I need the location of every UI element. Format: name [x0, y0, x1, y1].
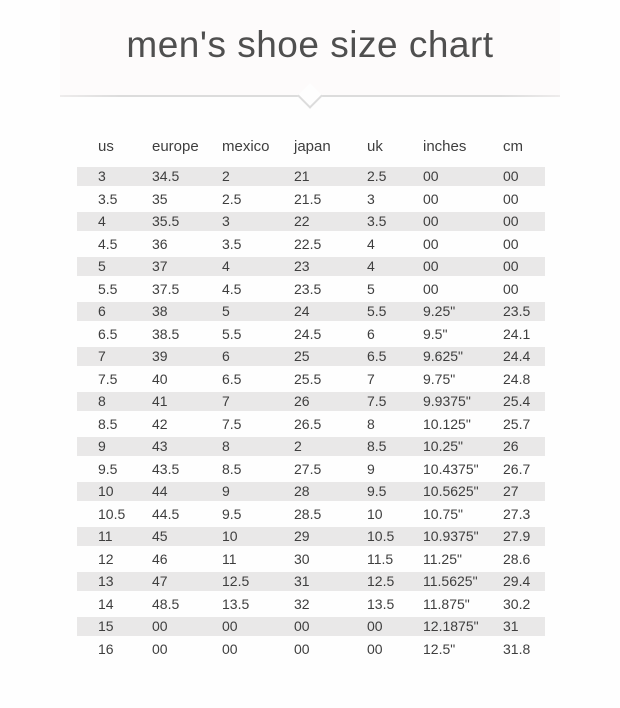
cell-cm: 00 — [503, 257, 545, 280]
cell-inches: 11.25" — [423, 550, 503, 573]
cell-cm: 26 — [503, 437, 545, 460]
column-header-mexico: mexico — [222, 137, 270, 155]
cell-mexico: 5.5 — [222, 325, 294, 348]
cell-us: 7 — [77, 347, 152, 370]
table-row — [77, 460, 545, 483]
table-row — [77, 235, 545, 258]
cell-japan: 22.5 — [294, 235, 367, 258]
cell-cm: 26.7 — [503, 460, 545, 483]
cell-uk: 5 — [367, 280, 423, 303]
cell-mexico: 7 — [222, 392, 294, 415]
cell-cm: 25.7 — [503, 415, 545, 438]
cell-japan: 21.5 — [294, 190, 367, 213]
cell-uk: 3 — [367, 190, 423, 213]
cell-japan: 22 — [294, 212, 367, 235]
page-title: men's shoe size chart — [126, 24, 494, 65]
cell-inches: 11.875" — [423, 595, 503, 618]
cell-us: 6.5 — [77, 325, 152, 348]
cell-cm: 23.5 — [503, 302, 545, 325]
cell-us: 12 — [77, 550, 152, 573]
cell-europe: 00 — [152, 617, 222, 640]
cell-inches: 10.75" — [423, 505, 503, 528]
cell-europe: 43 — [152, 437, 222, 460]
table-body — [77, 167, 545, 662]
cell-uk: 7.5 — [367, 392, 423, 415]
cell-uk: 10 — [367, 505, 423, 528]
cell-inches: 11.5625" — [423, 572, 503, 595]
column-header-us: us — [98, 137, 114, 155]
table-row — [77, 190, 545, 213]
cell-inches: 10.5625" — [423, 482, 503, 505]
cell-us: 8 — [77, 392, 152, 415]
cell-europe: 43.5 — [152, 460, 222, 483]
table-row — [77, 482, 545, 505]
cell-cm: 00 — [503, 190, 545, 213]
cell-inches: 10.25" — [423, 437, 503, 460]
cell-uk: 00 — [367, 640, 423, 663]
cell-uk: 2.5 — [367, 167, 423, 190]
cell-uk: 9 — [367, 460, 423, 483]
cell-us: 8.5 — [77, 415, 152, 438]
cell-uk: 8 — [367, 415, 423, 438]
column-header-uk: uk — [367, 137, 383, 155]
cell-us: 3.5 — [77, 190, 152, 213]
table-row — [77, 415, 545, 438]
table-row — [77, 280, 545, 303]
table-header — [77, 137, 545, 167]
cell-inches: 00 — [423, 190, 503, 213]
cell-europe: 00 — [152, 640, 222, 663]
cell-japan: 23 — [294, 257, 367, 280]
cell-mexico: 4 — [222, 257, 294, 280]
cell-mexico: 8.5 — [222, 460, 294, 483]
cell-europe: 36 — [152, 235, 222, 258]
cell-japan: 00 — [294, 640, 367, 663]
cell-japan: 32 — [294, 595, 367, 618]
column-header-cm: cm — [503, 137, 523, 155]
cell-uk: 6.5 — [367, 347, 423, 370]
cell-europe: 42 — [152, 415, 222, 438]
cell-us: 4.5 — [77, 235, 152, 258]
cell-mexico: 6.5 — [222, 370, 294, 393]
table-row — [77, 370, 545, 393]
cell-inches: 10.125" — [423, 415, 503, 438]
cell-cm: 27 — [503, 482, 545, 505]
cell-mexico: 9 — [222, 482, 294, 505]
cell-cm: 00 — [503, 280, 545, 303]
cell-us: 7.5 — [77, 370, 152, 393]
table-row — [77, 392, 545, 415]
cell-inches: 00 — [423, 212, 503, 235]
cell-us: 15 — [77, 617, 152, 640]
cell-cm: 24.1 — [503, 325, 545, 348]
cell-japan: 24.5 — [294, 325, 367, 348]
cell-japan: 27.5 — [294, 460, 367, 483]
cell-us: 5 — [77, 257, 152, 280]
cell-japan: 28.5 — [294, 505, 367, 528]
cell-japan: 26.5 — [294, 415, 367, 438]
cell-us: 13 — [77, 572, 152, 595]
table-row — [77, 347, 545, 370]
cell-uk: 4 — [367, 235, 423, 258]
cell-uk: 11.5 — [367, 550, 423, 573]
cell-uk: 00 — [367, 617, 423, 640]
cell-us: 4 — [77, 212, 152, 235]
cell-uk: 5.5 — [367, 302, 423, 325]
cell-uk: 10.5 — [367, 527, 423, 550]
cell-inches: 10.9375" — [423, 527, 503, 550]
cell-mexico: 00 — [222, 640, 294, 663]
cell-cm: 00 — [503, 167, 545, 190]
cell-cm: 31 — [503, 617, 545, 640]
cell-japan: 29 — [294, 527, 367, 550]
cell-uk: 6 — [367, 325, 423, 348]
cell-inches: 9.5" — [423, 325, 503, 348]
cell-uk: 3.5 — [367, 212, 423, 235]
cell-europe: 37.5 — [152, 280, 222, 303]
cell-uk: 9.5 — [367, 482, 423, 505]
cell-cm: 27.3 — [503, 505, 545, 528]
cell-mexico: 2 — [222, 167, 294, 190]
table-row — [77, 640, 545, 663]
cell-mexico: 7.5 — [222, 415, 294, 438]
cell-mexico: 6 — [222, 347, 294, 370]
cell-cm: 29.4 — [503, 572, 545, 595]
cell-europe: 37 — [152, 257, 222, 280]
cell-inches: 12.1875" — [423, 617, 503, 640]
cell-japan: 24 — [294, 302, 367, 325]
cell-cm: 30.2 — [503, 595, 545, 618]
cell-cm: 24.4 — [503, 347, 545, 370]
cell-europe: 48.5 — [152, 595, 222, 618]
cell-cm: 00 — [503, 212, 545, 235]
cell-japan: 28 — [294, 482, 367, 505]
cell-inches: 00 — [423, 235, 503, 258]
cell-japan: 00 — [294, 617, 367, 640]
column-header-inches: inches — [423, 137, 467, 155]
cell-us: 6 — [77, 302, 152, 325]
cell-cm: 28.6 — [503, 550, 545, 573]
cell-inches: 9.9375" — [423, 392, 503, 415]
shoe-size-table — [77, 137, 545, 662]
cell-europe: 38 — [152, 302, 222, 325]
cell-us: 5.5 — [77, 280, 152, 303]
cell-us: 10.5 — [77, 505, 152, 528]
cell-cm: 27.9 — [503, 527, 545, 550]
cell-cm: 25.4 — [503, 392, 545, 415]
cell-us: 14 — [77, 595, 152, 618]
cell-europe: 35 — [152, 190, 222, 213]
cell-mexico: 10 — [222, 527, 294, 550]
cell-europe: 38.5 — [152, 325, 222, 348]
table-row — [77, 617, 545, 640]
cell-cm: 00 — [503, 235, 545, 258]
cell-europe: 39 — [152, 347, 222, 370]
cell-us: 9 — [77, 437, 152, 460]
cell-europe: 41 — [152, 392, 222, 415]
cell-mexico: 5 — [222, 302, 294, 325]
cell-mexico: 11 — [222, 550, 294, 573]
cell-mexico: 9.5 — [222, 505, 294, 528]
cell-europe: 46 — [152, 550, 222, 573]
table-row — [77, 527, 545, 550]
column-header-japan: japan — [294, 137, 331, 155]
cell-mexico: 4.5 — [222, 280, 294, 303]
cell-inches: 9.75" — [423, 370, 503, 393]
cell-cm: 31.8 — [503, 640, 545, 663]
cell-mexico: 8 — [222, 437, 294, 460]
cell-inches: 9.625" — [423, 347, 503, 370]
cell-mexico: 12.5 — [222, 572, 294, 595]
cell-us: 9.5 — [77, 460, 152, 483]
cell-cm: 24.8 — [503, 370, 545, 393]
cell-mexico: 3 — [222, 212, 294, 235]
cell-europe: 47 — [152, 572, 222, 595]
cell-inches: 9.25" — [423, 302, 503, 325]
cell-japan: 25 — [294, 347, 367, 370]
table-row — [77, 167, 545, 190]
cell-mexico: 3.5 — [222, 235, 294, 258]
table-row — [77, 257, 545, 280]
cell-japan: 31 — [294, 572, 367, 595]
cell-mexico: 2.5 — [222, 190, 294, 213]
header-row — [77, 137, 545, 167]
cell-europe: 34.5 — [152, 167, 222, 190]
cell-mexico: 00 — [222, 617, 294, 640]
cell-uk: 8.5 — [367, 437, 423, 460]
cell-europe: 35.5 — [152, 212, 222, 235]
cell-japan: 2 — [294, 437, 367, 460]
cell-inches: 10.4375" — [423, 460, 503, 483]
cell-uk: 12.5 — [367, 572, 423, 595]
cell-us: 16 — [77, 640, 152, 663]
cell-japan: 26 — [294, 392, 367, 415]
table-row — [77, 505, 545, 528]
cell-inches: 00 — [423, 167, 503, 190]
table-row — [77, 572, 545, 595]
column-header-europe: europe — [152, 137, 199, 155]
table-row — [77, 302, 545, 325]
cell-us: 11 — [77, 527, 152, 550]
cell-inches: 12.5" — [423, 640, 503, 663]
cell-uk: 4 — [367, 257, 423, 280]
cell-inches: 00 — [423, 280, 503, 303]
cell-europe: 44 — [152, 482, 222, 505]
cell-us: 10 — [77, 482, 152, 505]
cell-japan: 21 — [294, 167, 367, 190]
cell-uk: 13.5 — [367, 595, 423, 618]
table-row — [77, 437, 545, 460]
cell-us: 3 — [77, 167, 152, 190]
cell-inches: 00 — [423, 257, 503, 280]
table-row — [77, 212, 545, 235]
cell-uk: 7 — [367, 370, 423, 393]
cell-japan: 23.5 — [294, 280, 367, 303]
cell-europe: 45 — [152, 527, 222, 550]
table-row — [77, 595, 545, 618]
cell-japan: 30 — [294, 550, 367, 573]
cell-japan: 25.5 — [294, 370, 367, 393]
cell-europe: 44.5 — [152, 505, 222, 528]
table-row — [77, 550, 545, 573]
table-row — [77, 325, 545, 348]
cell-mexico: 13.5 — [222, 595, 294, 618]
cell-europe: 40 — [152, 370, 222, 393]
